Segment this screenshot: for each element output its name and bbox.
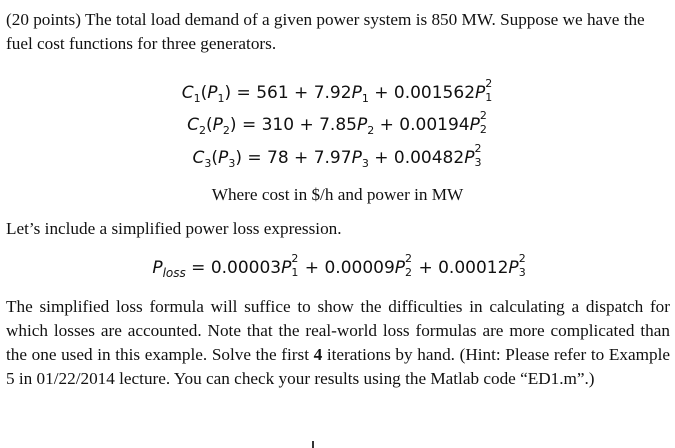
iteration-count: 4 xyxy=(313,345,323,364)
problem-intro: (20 points) The total load demand of a given power system is 850 MW. Suppose we have the fuel cost functions for three generators. xyxy=(6,10,645,53)
loss-intro: Let’s include a simplified power loss expression. xyxy=(6,219,342,238)
cost-equation-2: $C_2(P_2) = 310 + 7.85P_2 + 0.00194P$ 2 2 xyxy=(187,109,487,137)
closing-paragraph: The simplified loss formula will suffice to show the difficulties in calculating a dispatch for which losses are accounted. Note that the real-world loss formulas are more complicated than the one used in this example. Solve the first 4 iterations by hand. (Hint: Please refer to Example 5 in 01/22/2014 lecture. You can check your results using the Matlab code “ED1.m”.) xyxy=(6,297,670,388)
cost-equation-1: $C_1(P_1) = 561 + 7.92P_1 + 0.001562P$ 2 1 xyxy=(181,77,493,105)
page-edge-mark xyxy=(312,441,314,448)
units-note: Where cost in $/h and power in MW xyxy=(211,185,464,204)
loss-equation: $P_{loss} = 0.00003P$ 2 1 + 0.00009P 2 2 + 0.00012P 2 3 xyxy=(152,252,526,280)
cost-equation-3: $C_3(P_3) = 78 + 7.97P_3 + 0.00482P$ 2 3 xyxy=(192,142,482,170)
